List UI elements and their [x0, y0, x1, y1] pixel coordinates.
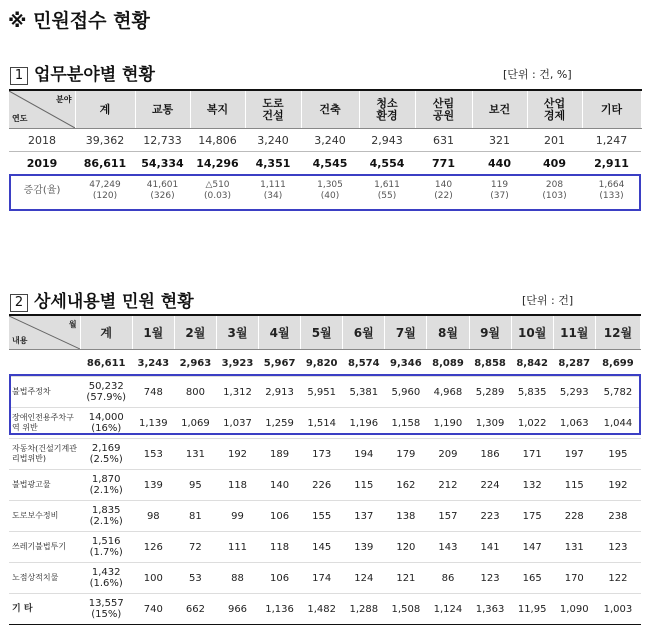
row-total-percent: (16%) — [91, 423, 122, 434]
total-cell: 5,967 — [259, 350, 301, 377]
change-rate: (40) — [320, 190, 340, 201]
change-cell — [190, 174, 245, 207]
table-row — [9, 594, 641, 625]
section1-number: 1 — [10, 67, 28, 85]
col-header: 5월 — [301, 315, 343, 350]
month-cell: 137 — [343, 501, 385, 532]
month-cell: 115 — [553, 470, 595, 501]
month-cell: 139 — [132, 470, 174, 501]
month-cell: 100 — [132, 563, 174, 594]
row-label: 증감(율) — [23, 185, 61, 196]
col-header: 청소 환경 — [359, 90, 415, 129]
month-cell: 98 — [132, 501, 174, 532]
month-cell: 72 — [174, 532, 216, 563]
diag-header-cell — [9, 315, 80, 350]
section1-heading — [10, 60, 155, 85]
total-cell: 9,346 — [385, 350, 427, 377]
diag-header-cell — [9, 90, 75, 129]
month-cell: 2,913 — [259, 377, 301, 408]
month-cell: 118 — [216, 470, 258, 501]
field-table — [9, 89, 642, 207]
change-value: 1,305 — [317, 179, 343, 190]
month-cell: 118 — [259, 532, 301, 563]
row-total-value: 50,232 — [88, 381, 124, 392]
change-cell — [135, 174, 190, 207]
month-cell: 111 — [216, 532, 258, 563]
row-label: 장애인전용주차구역 위반 — [9, 408, 80, 439]
row-total-value: 13,557 — [88, 598, 124, 609]
row-total-value: 1,870 — [91, 474, 121, 485]
total-cell: 8,574 — [343, 350, 385, 377]
month-cell: 132 — [511, 470, 553, 501]
change-rate: (22) — [434, 190, 453, 201]
col-header: 복지 — [190, 90, 245, 129]
month-cell: 197 — [553, 439, 595, 470]
month-cell: 189 — [259, 439, 301, 470]
row-total-cell — [80, 439, 132, 470]
total-row — [9, 350, 641, 377]
change-value: 1,664 — [598, 179, 625, 190]
month-cell: 124 — [343, 563, 385, 594]
month-cell: 175 — [511, 501, 553, 532]
row-total-cell — [80, 532, 132, 563]
month-cell: 170 — [553, 563, 595, 594]
col-header: 10월 — [511, 315, 553, 350]
row-total-value: 1,432 — [91, 567, 121, 578]
row-total-cell — [80, 470, 132, 501]
row-total-percent: (2.5%) — [89, 454, 123, 465]
month-cell: 131 — [553, 532, 595, 563]
row-label: 도로보수정비 — [9, 501, 80, 532]
month-cell: 120 — [385, 532, 427, 563]
month-cell: 5,293 — [553, 377, 595, 408]
col-header: 도로 건설 — [245, 90, 301, 129]
col-header: 계 — [80, 315, 132, 350]
change-value: 1,611 — [374, 179, 400, 190]
row-total-value: 1,516 — [91, 536, 121, 547]
total-cell: 8,842 — [511, 350, 553, 377]
month-cell: 173 — [301, 439, 343, 470]
change-value: 41,601 — [146, 179, 179, 190]
month-cell: 138 — [385, 501, 427, 532]
table-row — [9, 408, 641, 439]
change-value: 119 — [490, 179, 509, 190]
month-cell: 1,124 — [427, 594, 469, 625]
cell: 4,545 — [312, 156, 348, 170]
month-cell: 140 — [259, 470, 301, 501]
month-cell: 192 — [216, 439, 258, 470]
row-total-percent: (1.7%) — [89, 547, 123, 558]
total-cell: 2,963 — [174, 350, 216, 377]
change-cell — [582, 174, 641, 207]
change-rate: (103) — [542, 190, 567, 201]
month-cell: 1,063 — [553, 408, 595, 439]
col-header: 산업 경제 — [527, 90, 582, 129]
row-total-value: 1,835 — [91, 505, 121, 516]
month-cell: 165 — [511, 563, 553, 594]
month-cell: 106 — [259, 501, 301, 532]
month-cell: 1,288 — [343, 594, 385, 625]
month-cell: 53 — [174, 563, 216, 594]
month-cell: 209 — [427, 439, 469, 470]
page-title: ※ 민원접수 현황 — [8, 10, 150, 32]
cell: 4,554 — [369, 156, 405, 170]
month-cell: 1,044 — [595, 408, 640, 439]
month-cell: 5,951 — [301, 377, 343, 408]
month-cell: 1,003 — [595, 594, 640, 625]
month-cell: 195 — [595, 439, 640, 470]
total-cell: 8,858 — [469, 350, 511, 377]
month-cell: 143 — [427, 532, 469, 563]
total-cell: 9,820 — [301, 350, 343, 377]
cell: 2,911 — [594, 156, 629, 170]
month-cell: 121 — [385, 563, 427, 594]
diag-top-label: 월 — [68, 320, 77, 329]
month-cell: 662 — [174, 594, 216, 625]
cell: 201 — [527, 129, 582, 152]
month-cell: 1,312 — [216, 377, 258, 408]
change-value: 208 — [545, 179, 564, 190]
col-header: 6월 — [343, 315, 385, 350]
month-cell: 1,069 — [174, 408, 216, 439]
month-cell: 966 — [216, 594, 258, 625]
month-cell: 157 — [427, 501, 469, 532]
table-row — [9, 501, 641, 532]
row-label: 불법주정차 — [9, 377, 80, 408]
col-header: 1월 — [132, 315, 174, 350]
diag-bottom-label: 연도 — [12, 114, 28, 123]
row-total-cell — [80, 563, 132, 594]
col-header: 7월 — [385, 315, 427, 350]
table-row — [9, 152, 641, 175]
month-cell: 106 — [259, 563, 301, 594]
month-cell: 1,196 — [343, 408, 385, 439]
month-cell: 1,508 — [385, 594, 427, 625]
change-cell — [75, 174, 135, 207]
month-cell: 1,136 — [259, 594, 301, 625]
cell: 409 — [543, 156, 566, 170]
row-label: 노점상적치물 — [9, 563, 80, 594]
change-value: 47,249 — [89, 179, 121, 190]
detail-table — [9, 314, 641, 625]
month-cell: 131 — [174, 439, 216, 470]
cell: 86,611 — [83, 156, 127, 170]
month-cell: 179 — [385, 439, 427, 470]
month-cell: 228 — [553, 501, 595, 532]
change-rate: (326) — [150, 190, 175, 201]
change-value: 1,111 — [260, 179, 286, 190]
row-total-percent: (2.1%) — [89, 516, 123, 527]
row-total-cell — [80, 377, 132, 408]
col-header: 11월 — [553, 315, 595, 350]
cell: 14,296 — [196, 156, 239, 170]
month-cell: 145 — [301, 532, 343, 563]
col-header: 12월 — [595, 315, 640, 350]
month-cell: 4,968 — [427, 377, 469, 408]
month-cell: 123 — [595, 532, 640, 563]
month-cell: 1,022 — [511, 408, 553, 439]
month-cell: 122 — [595, 563, 640, 594]
month-cell: 740 — [132, 594, 174, 625]
month-cell: 194 — [343, 439, 385, 470]
month-cell: 171 — [511, 439, 553, 470]
month-cell: 1,139 — [132, 408, 174, 439]
diag-top-label: 분야 — [56, 95, 72, 104]
month-cell: 123 — [469, 563, 511, 594]
month-cell: 1,259 — [259, 408, 301, 439]
row-label: 2018 — [9, 129, 75, 152]
row-total-cell — [80, 501, 132, 532]
month-cell: 186 — [469, 439, 511, 470]
month-cell: 1,514 — [301, 408, 343, 439]
month-cell: 95 — [174, 470, 216, 501]
section2-heading — [10, 287, 194, 312]
month-cell: 800 — [174, 377, 216, 408]
table-row — [9, 439, 641, 470]
col-header: 8월 — [427, 315, 469, 350]
month-cell: 748 — [132, 377, 174, 408]
month-cell: 5,835 — [511, 377, 553, 408]
table-row — [9, 563, 641, 594]
change-rate: (34) — [263, 190, 283, 201]
month-cell: 1,190 — [427, 408, 469, 439]
row-total-value: 2,169 — [91, 443, 121, 454]
month-cell: 1,309 — [469, 408, 511, 439]
month-cell: 5,960 — [385, 377, 427, 408]
month-cell: 1,037 — [216, 408, 258, 439]
row-label: 2019 — [26, 156, 58, 170]
cell: 14,806 — [190, 129, 245, 152]
row-total-percent: (15%) — [91, 609, 122, 620]
cell: 4,351 — [255, 156, 291, 170]
cell: 321 — [472, 129, 527, 152]
col-header: 교통 — [135, 90, 190, 129]
detail-table-header — [9, 315, 641, 350]
month-cell: 192 — [595, 470, 640, 501]
change-cell — [359, 174, 415, 207]
total-cell: 86,611 — [80, 350, 132, 377]
change-cell — [245, 174, 301, 207]
col-header: 3월 — [216, 315, 258, 350]
col-header: 4월 — [259, 315, 301, 350]
table-row — [9, 129, 641, 152]
section2-number: 2 — [10, 294, 28, 312]
month-cell: 1,090 — [553, 594, 595, 625]
cell: 1,247 — [582, 129, 641, 152]
row-label: 자동차(건설기계관리법위반) — [9, 439, 80, 470]
month-cell: 162 — [385, 470, 427, 501]
cell: 39,362 — [75, 129, 135, 152]
change-rate: (133) — [599, 190, 624, 201]
col-header: 2월 — [174, 315, 216, 350]
cell: 3,240 — [245, 129, 301, 152]
row-label: 기 타 — [9, 594, 80, 625]
month-cell: 141 — [469, 532, 511, 563]
change-cell — [527, 174, 582, 207]
field-table-header — [9, 90, 641, 129]
month-cell: 139 — [343, 532, 385, 563]
row-label: 불법광고물 — [9, 470, 80, 501]
row-label — [9, 350, 80, 377]
table-row — [9, 470, 641, 501]
total-cell: 3,243 — [132, 350, 174, 377]
month-cell: 224 — [469, 470, 511, 501]
cell: 3,240 — [301, 129, 359, 152]
change-cell — [301, 174, 359, 207]
section1-unit: [단위 : 건, %] — [503, 68, 572, 81]
month-cell: 5,782 — [595, 377, 640, 408]
total-cell: 3,923 — [216, 350, 258, 377]
col-header: 보건 — [472, 90, 527, 129]
change-cell — [415, 174, 472, 207]
month-cell: 1,363 — [469, 594, 511, 625]
month-cell: 126 — [132, 532, 174, 563]
row-total-cell — [80, 408, 132, 439]
row-total-cell — [80, 594, 132, 625]
section2-title: 상세내용별 민원 현황 — [34, 292, 194, 312]
change-rate: (37) — [490, 190, 509, 201]
row-total-value: 14,000 — [88, 412, 124, 423]
diag-bottom-label: 내용 — [12, 336, 28, 345]
table-row — [9, 377, 641, 408]
month-cell: 99 — [216, 501, 258, 532]
cell: 54,334 — [141, 156, 184, 170]
month-cell: 226 — [301, 470, 343, 501]
month-cell: 86 — [427, 563, 469, 594]
change-rate: (0.03) — [203, 190, 232, 201]
row-label: 쓰레기불법투기 — [9, 532, 80, 563]
col-header: 계 — [75, 90, 135, 129]
total-cell: 8,089 — [427, 350, 469, 377]
section1-title: 업무분야별 현황 — [34, 65, 155, 85]
month-cell: 5,289 — [469, 377, 511, 408]
total-cell: 8,287 — [553, 350, 595, 377]
total-cell: 8,699 — [595, 350, 640, 377]
cell: 631 — [415, 129, 472, 152]
row-total-percent: (2.1%) — [89, 485, 123, 496]
month-cell: 1,482 — [301, 594, 343, 625]
col-header: 9월 — [469, 315, 511, 350]
cell: 771 — [432, 156, 455, 170]
change-row — [9, 174, 641, 207]
month-cell: 88 — [216, 563, 258, 594]
month-cell: 115 — [343, 470, 385, 501]
cell: 12,733 — [135, 129, 190, 152]
table-row — [9, 532, 641, 563]
row-total-percent: (1.6%) — [89, 578, 123, 589]
change-rate: (120) — [92, 190, 118, 201]
change-cell — [472, 174, 527, 207]
change-value: 140 — [434, 179, 453, 190]
month-cell: 81 — [174, 501, 216, 532]
month-cell: 147 — [511, 532, 553, 563]
month-cell: 212 — [427, 470, 469, 501]
change-value: △510 — [205, 179, 230, 190]
col-header: 건축 — [301, 90, 359, 129]
section2-unit: [단위 : 건] — [522, 294, 574, 307]
month-cell: 1,158 — [385, 408, 427, 439]
month-cell: 238 — [595, 501, 640, 532]
col-header: 산림 공원 — [415, 90, 472, 129]
cell: 440 — [488, 156, 511, 170]
month-cell: 223 — [469, 501, 511, 532]
cell: 2,943 — [359, 129, 415, 152]
change-rate: (55) — [377, 190, 397, 201]
month-cell: 174 — [301, 563, 343, 594]
month-cell: 11,95 — [511, 594, 553, 625]
month-cell: 153 — [132, 439, 174, 470]
col-header: 기타 — [582, 90, 641, 129]
month-cell: 155 — [301, 501, 343, 532]
month-cell: 5,381 — [343, 377, 385, 408]
row-total-percent: (57.9%) — [86, 392, 126, 403]
